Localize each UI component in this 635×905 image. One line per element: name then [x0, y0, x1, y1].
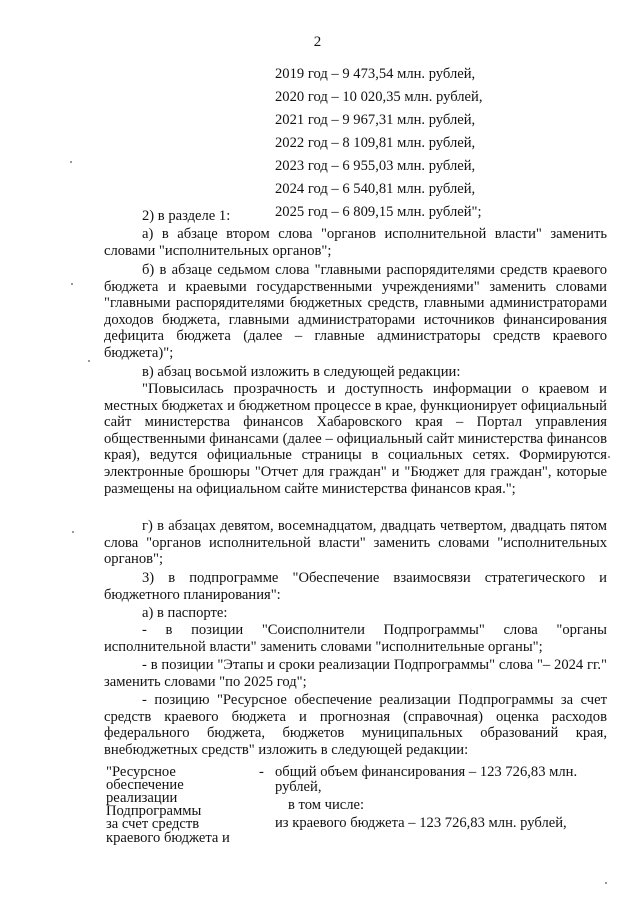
year-line-2024: 2024 год – 6 540,81 млн. рублей,: [275, 181, 476, 197]
table-left-line-4: Подпрограммы: [106, 803, 202, 819]
year-line-2019: 2019 год – 9 473,54 млн. рублей,: [275, 66, 476, 82]
paragraph-resources: - позицию "Ресурсное обеспечение реализации Подпрограммы за счет средств краевого бюджета и прогнозная (справочная) оценка расходов федерального бюджета, бюджетов муниципальных образований края, внебюджетных средств" изложить в следующей редакции:: [104, 692, 607, 758]
paragraph-2b: б) в абзаце седьмом слова "главными распорядителями средств краевого бюджета и краевыми государственными учреждениями" заменить словами "главными распорядителями бюджетных средств, главными администраторами доходов бюджета, главными администраторами источников финансирования дефицита бюджета (далее – главные администраторы средств краевого бюджета)";: [104, 262, 607, 361]
paragraph-2g: г) в абзацах девятом, восемнадцатом, двадцать четвертом, двадцать пятом слова "органов исполнительной власти" заменить словами "исполнительных органов";: [104, 518, 607, 568]
scan-speck: [88, 360, 90, 362]
table-right-line-1: общий объем финансирования – 123 726,83 млн.: [275, 764, 578, 780]
table-left-line-1: "Ресурсное: [106, 764, 176, 780]
table-right-line-3: в том числе:: [288, 797, 365, 813]
paragraph-2a: а) в абзаце втором слова "органов исполнительной власти" заменить словами "исполнительных органов";: [104, 226, 607, 259]
table-right-line-2: рублей,: [275, 779, 322, 795]
year-line-2025: 2025 год – 6 809,15 млн. рублей";: [275, 204, 482, 220]
year-line-2021: 2021 год – 9 967,31 млн. рублей,: [275, 112, 476, 128]
year-line-2022: 2022 год – 8 109,81 млн. рублей,: [275, 135, 476, 151]
table-right-line-4: из краевого бюджета – 123 726,83 млн. рублей,: [275, 815, 567, 831]
table-left-line-2: обеспечение: [106, 777, 184, 793]
section-3-heading: 3) в подпрограмме "Обеспечение взаимосвязи стратегического и бюджетного планирования":: [104, 570, 607, 603]
passport-heading: а) в паспорте:: [142, 605, 228, 621]
scan-speck: [70, 161, 72, 163]
scan-speck: [71, 283, 73, 285]
paragraph-stages: - в позиции "Этапы и сроки реализации Подпрограммы" слова "– 2024 гг." заменить словами "по 2025 год";: [104, 657, 607, 690]
table-left-line-3: реализации: [106, 790, 178, 806]
scan-speck: [72, 531, 74, 533]
section-2-heading: 2) в разделе 1:: [142, 208, 231, 224]
page-number: 2: [313, 34, 322, 50]
paragraph-2v: в) абзац восьмой изложить в следующей редакции:: [142, 364, 461, 380]
scan-speck: [605, 882, 607, 884]
quoted-paragraph: "Повысилась прозрачность и доступность информации о краевом и местных бюджетах и бюджетном процессе в крае, функционирует официальный сайт министерства финансов Хабаровского края – Портал управления общественными финансами (далее – официальный сайт министерства финансов края), ведутся официальные страницы в социальных сетях. Формируются электронные брошюры "Отчет для граждан" и "Бюджет для граждан", которые размещены на официальном сайте министерства финансов края.";: [104, 381, 607, 497]
scan-speck: [608, 456, 610, 458]
year-line-2023: 2023 год – 6 955,03 млн. рублей,: [275, 158, 476, 174]
table-dash: -: [259, 764, 264, 780]
table-left-line-5: за счет средств: [106, 816, 200, 832]
table-left-line-6: краевого бюджета и: [106, 830, 230, 846]
year-line-2020: 2020 год – 10 020,35 млн. рублей,: [275, 89, 483, 105]
paragraph-coexecutors: - в позиции "Соисполнители Подпрограммы" слова "органы исполнительной власти" заменить словами "исполнительные органы";: [104, 622, 607, 655]
